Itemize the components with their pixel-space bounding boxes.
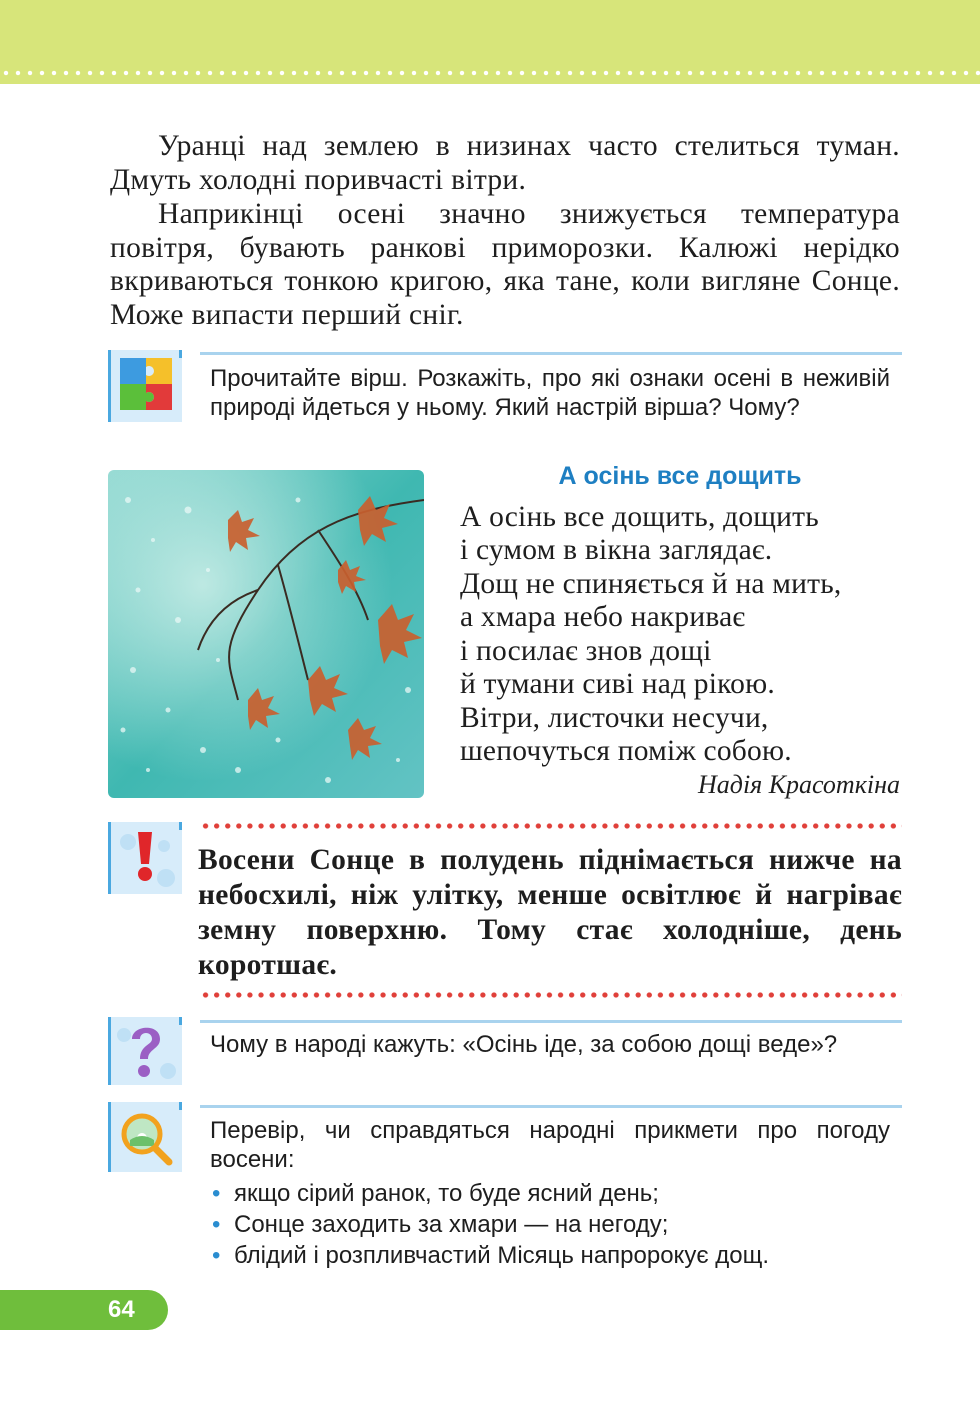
header-dots xyxy=(0,70,980,76)
intro-paragraph-1: Уранці над землею в низинах часто стелиться туман. Дмуть холодні поривчасті вітри. xyxy=(110,130,900,196)
task-divider xyxy=(200,352,902,355)
question-icon xyxy=(108,1017,182,1085)
check-divider xyxy=(200,1105,902,1108)
poem-line: а хмара небо накриває xyxy=(460,601,746,633)
list-item: • блідий і розпливчастий Місяць напророкує дощ. xyxy=(210,1240,769,1271)
question-divider xyxy=(200,1020,902,1023)
poem-line: А осінь все дощить, дощить xyxy=(460,501,819,533)
exclamation-icon xyxy=(108,822,182,894)
poem-line: шепочуться поміж собою. xyxy=(460,735,792,767)
page-number: 64 xyxy=(108,1296,135,1323)
poem-line: й тумани сиві над рікою. xyxy=(460,668,775,700)
intro-paragraph-2: Наприкінці осені значно знижується температура повітря, бувають ранкові приморозки. Калюжі нерідко вкриваються тонкою кригою, яка тане, коли вигляне Сонце. Може випасти перший сніг. xyxy=(110,198,900,331)
poem-title: А осінь все дощить xyxy=(558,462,802,490)
header-band xyxy=(0,0,980,84)
list-item: • якщо сірий ранок, то буде ясний день; xyxy=(210,1178,769,1209)
task-read-text: Прочитайте вірш. Розкажіть, про які ознаки осені в неживій природі йдеться у ньому. Який настрій вірша? Чому? xyxy=(210,365,890,421)
rainy-window-photo xyxy=(108,470,424,798)
list-item: • Сонце заходить за хмари — на негоду; xyxy=(210,1209,769,1240)
poem-line: Дощ не спиняється й на мить, xyxy=(460,568,842,600)
poem-line: і посилає знов дощі xyxy=(460,635,712,667)
rule-divider-bottom xyxy=(200,992,902,998)
poem-line: і сумом в вікна заглядає. xyxy=(460,534,773,566)
omens-list xyxy=(210,1178,769,1271)
question-text: Чому в народі кажуть: «Осінь іде, за собою дощі веде»? xyxy=(210,1031,838,1058)
magnifier-icon xyxy=(108,1102,182,1172)
poem-line: Вітри, листочки несучи, xyxy=(460,702,769,734)
check-text: Перевір, чи справдяться народні прикмети про погоду восени: xyxy=(210,1117,890,1173)
poem-author: Надія Красоткіна xyxy=(698,770,900,799)
rule-divider-top xyxy=(200,823,902,829)
rule-text: Восени Сонце в полудень піднімається нижче на небосхилі, ніж улітку, менше освітлює й нагріває земну поверхню. Тому стає холодніше, день коротшає. xyxy=(198,844,902,981)
puzzle-icon xyxy=(108,350,182,422)
